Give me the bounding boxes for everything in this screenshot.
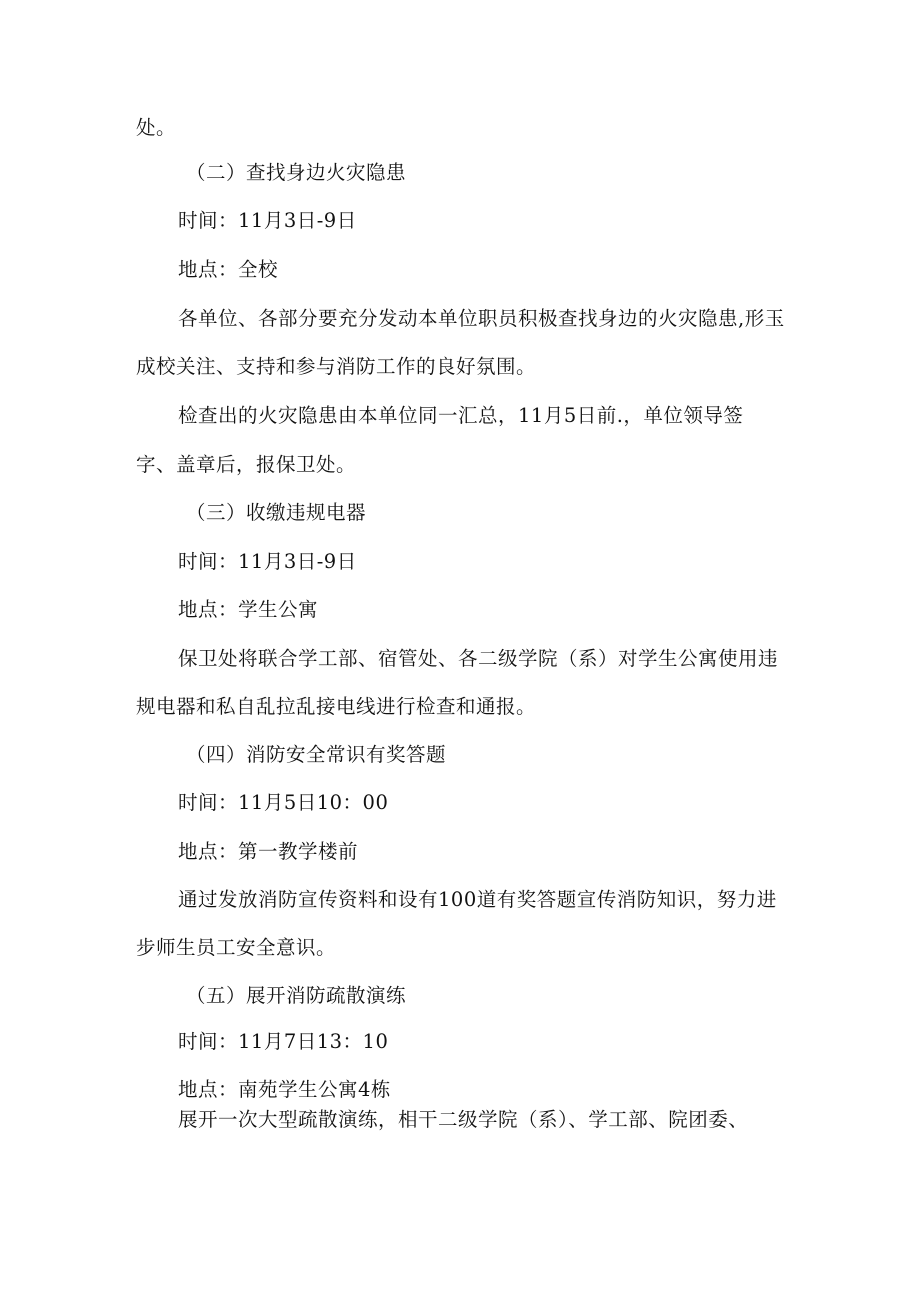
location-line: 地点：南苑学生公寓4栋: [178, 1078, 391, 1101]
section-heading: （三）收缴违规电器: [186, 501, 367, 524]
paragraph-continuation: 处。: [136, 116, 177, 139]
section-heading: （二）查找身边火灾隐患: [186, 161, 407, 184]
section-heading: （五）展开消防疏散演练: [186, 984, 407, 1007]
paragraph-line: 通过发放消防宣传资料和设有100道有奖答题宣传消防知识，努力进: [178, 888, 777, 911]
section-heading: （四）消防安全常识有奖答题: [186, 743, 447, 766]
time-line: 时间：11月5日10：00: [178, 791, 389, 814]
location-line: 地点：第一教学楼前: [178, 840, 359, 863]
paragraph-line: 字、盖章后，报保卫处。: [136, 453, 357, 476]
paragraph-line: 保卫处将联合学工部、宿管处、各二级学院（系）对学生公寓使用违: [178, 647, 779, 670]
paragraph-line: 成校关注、支持和参与消防工作的良好氛围。: [136, 355, 537, 378]
paragraph-line: 检查出的火灾隐患由本单位同一汇总，11月5日前.，单位领导签: [178, 404, 744, 427]
paragraph-line: 各单位、各部分要充分发动本单位职员积极查找身边的火灾隐患,形玉: [178, 307, 785, 330]
time-line: 时间：11月3日-9日: [178, 209, 357, 232]
paragraph-line: 展开一次大型疏散演练，相干二级学院（系）、学工部、院团委、: [178, 1108, 749, 1131]
time-line: 时间：11月3日-9日: [178, 550, 357, 573]
location-line: 地点：学生公寓: [178, 598, 319, 621]
paragraph-line: 规电器和私自乱拉乱接电线进行检查和通报。: [136, 695, 537, 718]
location-line: 地点：全校: [178, 258, 279, 281]
paragraph-line: 步师生员工安全意识。: [136, 936, 337, 959]
time-line: 时间：11月7日13：10: [178, 1030, 389, 1053]
